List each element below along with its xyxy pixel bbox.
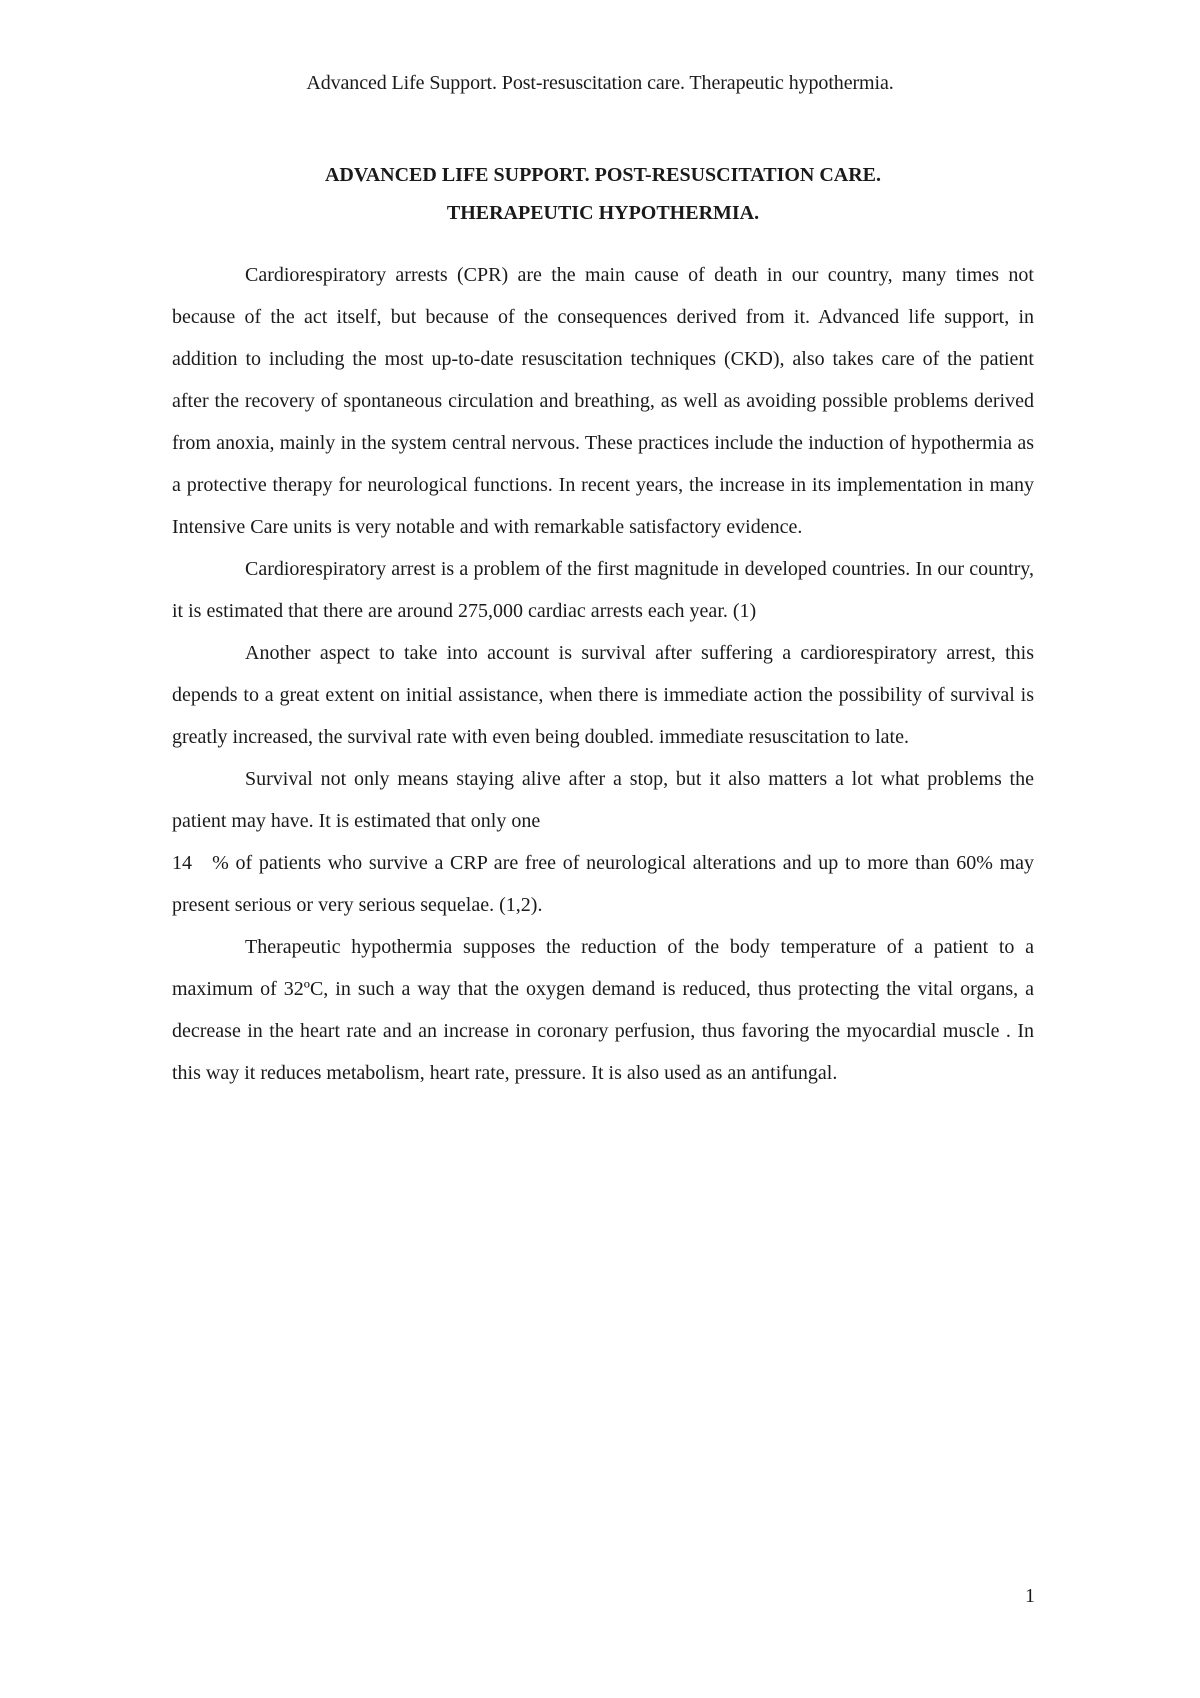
paragraph-survival-problems: Survival not only means staying alive after a stop, but it also matters a lot what problems the patient may have. It is estimated that only one <box>172 768 1034 832</box>
paragraph-neurological-statistics: 14 % of patients who survive a CRP are free of neurological alterations and up to more than 60% may present serious or very serious sequelae. (1,2). <box>172 852 1034 916</box>
document-title-line-2: THERAPEUTIC HYPOTHERMIA. <box>446 202 760 224</box>
paragraph-therapeutic-hypothermia: Therapeutic hypothermia supposes the reduction of the body temperature of a patient to a maximum of 32ºC, in such a way that the oxygen demand is reduced, thus protecting the vital organs, a decrease in the heart rate and an increase in coronary perfusion, thus favoring the myocardial muscle . In this way it reduces metabolism, heart rate, pressure. It is also used as an antifungal. <box>172 936 1034 1084</box>
document-title-line-1: ADVANCED LIFE SUPPORT. POST-RESUSCITATION CARE. <box>324 164 882 186</box>
running-header: Advanced Life Support. Post-resuscitation care. Therapeutic hypothermia. <box>306 72 894 94</box>
document-body <box>172 254 1034 1094</box>
document-title <box>172 156 1034 232</box>
paragraph-intro: Cardiorespiratory arrests (CPR) are the main cause of death in our country, many times not because of the act itself, but because of the consequences derived from it. Advanced life support, in addition to including the most up-to-date resuscitation techniques (CKD), also takes care of the patient after the recovery of spontaneous circulation and breathing, as well as avoiding possible problems derived from anoxia, mainly in the system central nervous. These practices include the induction of hypothermia as a protective therapy for neurological functions. In recent years, the increase in its implementation in many Intensive Care units is very notable and with remarkable satisfactory evidence. <box>172 264 1034 538</box>
paragraph-survival-assistance: Another aspect to take into account is survival after suffering a cardiorespiratory arrest, this depends to a great extent on initial assistance, when there is immediate action the possibility of survival is greatly increased, the survival rate with even being doubled. immediate resuscitation to late. <box>172 642 1034 748</box>
paragraph-magnitude: Cardiorespiratory arrest is a problem of the first magnitude in developed countries. In our country, it is estimated that there are around 275,000 cardiac arrests each year. (1) <box>172 558 1034 622</box>
page-number: 1 <box>1025 1585 1035 1607</box>
